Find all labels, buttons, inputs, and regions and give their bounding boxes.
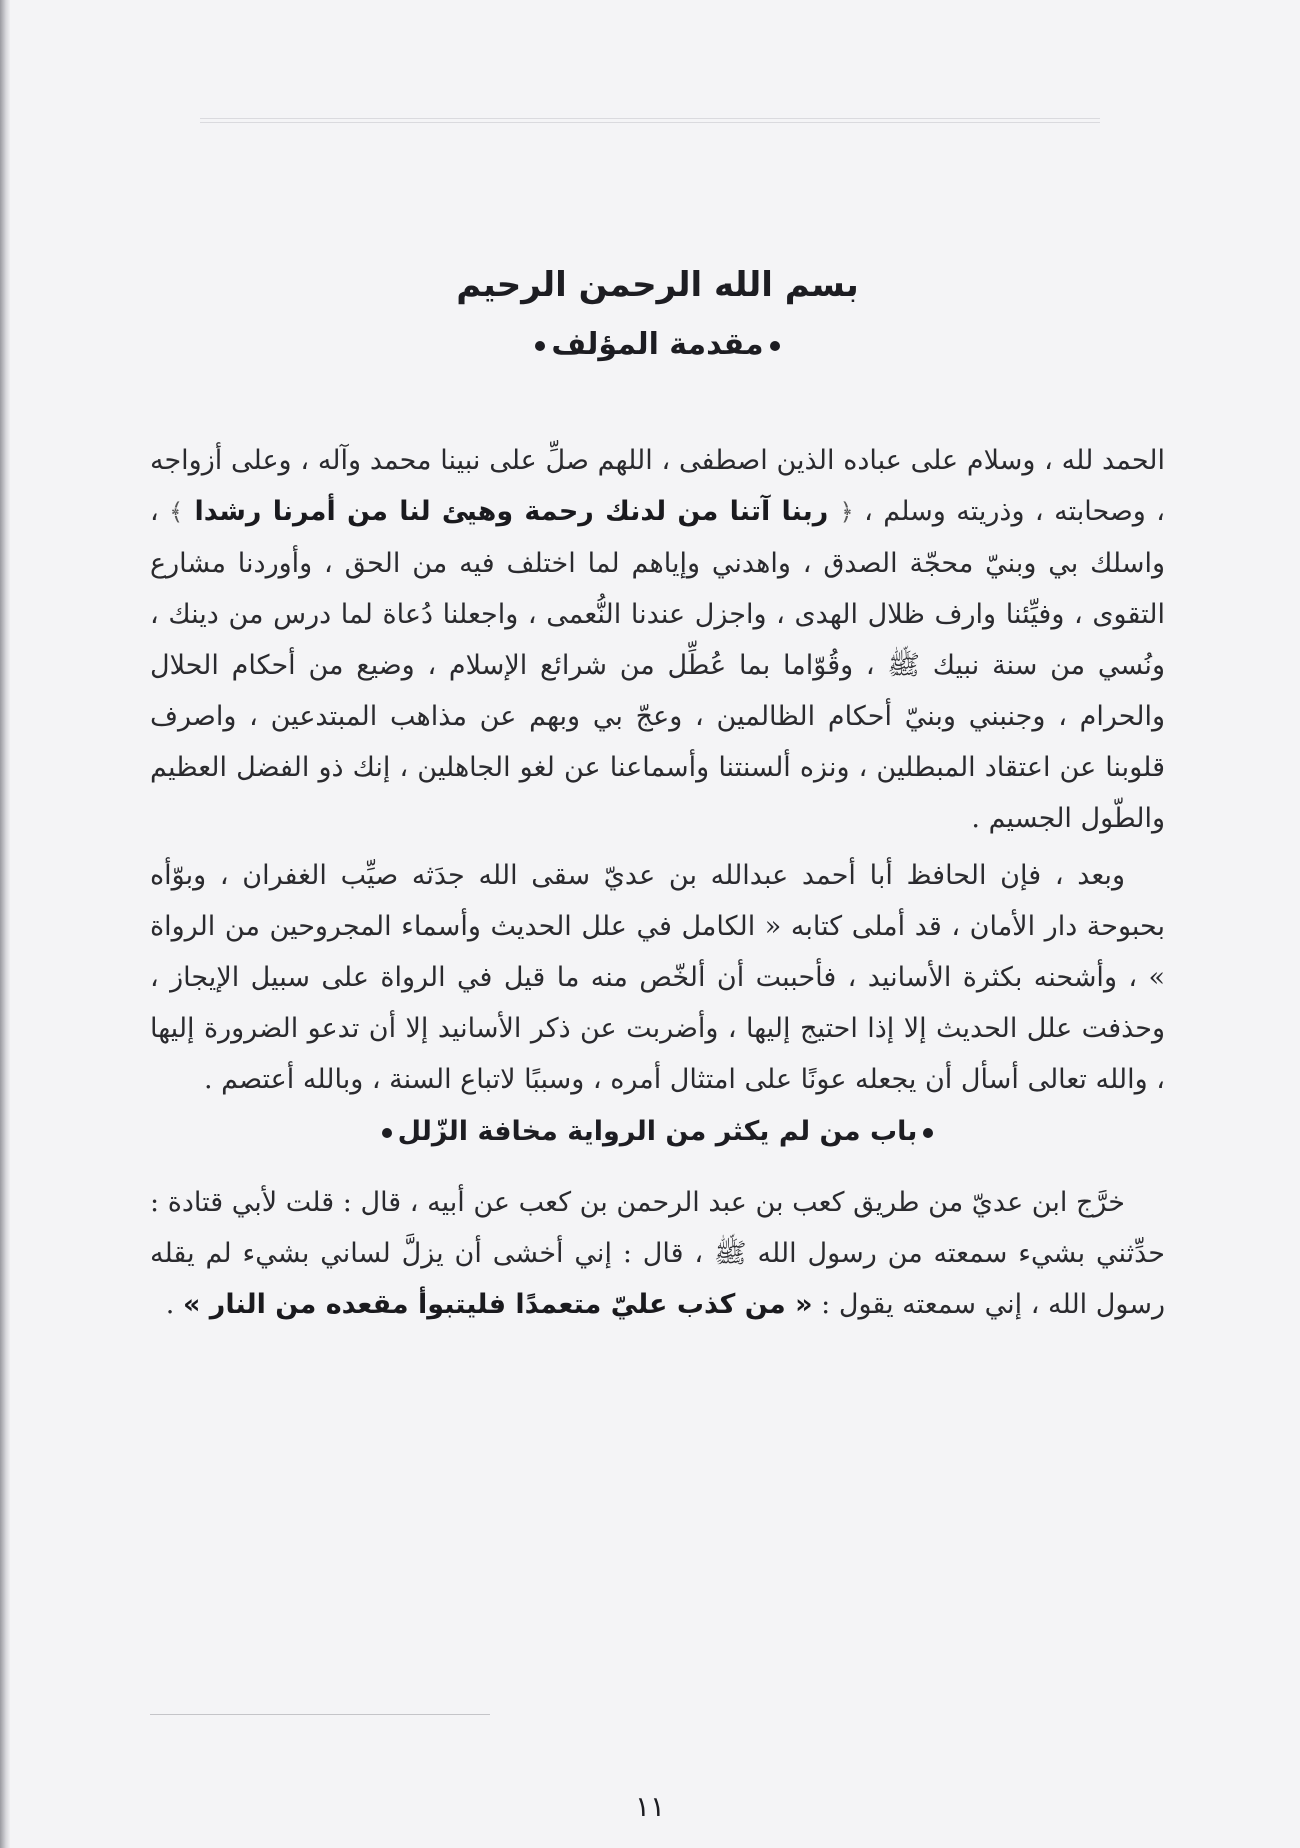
text-run: خرَّج ابن عديّ من طريق كعب بن عبد الرحمن بن كعب عن أبيه ، قال : قلت لأبي قتادة : حدِّثني بشيء سمعته من رسول الله ﷺ ، قال : إني أخشى أن يزلَّ لساني بشيء لم يقله رسول الله ، إني سمعته يقول : [150, 1187, 1165, 1320]
quran-bracket-icon: ﴾ [169, 498, 184, 526]
page-edge-shadow [0, 0, 10, 1848]
basmala: بسم الله الرحمن الرحيم [456, 265, 859, 305]
preface-paragraph-1 [150, 435, 1165, 844]
preface-paragraph-2 [150, 850, 1165, 1105]
chapter-heading [150, 1105, 1165, 1159]
emphasized-quote: « من كذب عليّ متعمدًا فليتبوأ مقعده من النار » [182, 1289, 813, 1320]
text-run: . [165, 1289, 183, 1320]
text-run: ، واسلك بي وبنيّ محجّة الصدق ، واهدني وإياهم لما اختلف فيه من الحق ، وأوردنا مشارع التقوى ، وفيِّئنا وارف ظلال الهدى ، واجزل عندنا النُّعمى ، واجعلنا دُعاة لما درس من دينك ، ونُسي من سنة نبيك ﷺ ، وقُوّاما بما عُطِّل من شرائع الإسلام ، وضيع من أحكام الحلال والحرام ، وجنبني وبنيّ أحكام الظالمين ، وعجّ بي وبهم عن مذاهب المبتدعين ، واصرف قلوبنا عن اعتقاد المبطلين ، ونزه ألسنتنا وأسماعنا عن لغو الجاهلين ، إنك ذو الفضل العظيم والطّول الجسيم . [150, 496, 1165, 834]
bullet-dot-icon [770, 341, 780, 351]
running-header-rule [200, 118, 1100, 123]
emphasized-quote: ربنا آتنا من لدنك رحمة وهيئ لنا من أمرنا رشدا [183, 496, 840, 527]
preface-heading-text: مقدمة المؤلف [551, 327, 764, 362]
page-number: ١١ [634, 1790, 666, 1823]
bullet-dot-icon [923, 1128, 933, 1138]
book-page [150, 255, 1165, 1330]
bullet-dot-icon [382, 1128, 392, 1138]
bullet-dot-icon [535, 341, 545, 351]
chapter-paragraph-1 [150, 1177, 1165, 1330]
text-run: الحمد لله ، وسلام على عباده الذين اصطفى ، اللهم صلِّ على نبينا محمد وآله ، وعلى أزواجه ، وصحابته ، وذريته وسلم ، [150, 445, 1166, 527]
footnote-separator [150, 1714, 490, 1715]
chapter-heading-text: باب من لم يكثر من الرواية مخافة الزّلل [397, 1116, 918, 1147]
preface-heading [150, 315, 1165, 375]
quran-bracket-icon: ﴿ [839, 498, 854, 526]
text-run: وبعد ، فإن الحافظ أبا أحمد عبدالله بن عديّ سقى الله جدَثه صيِّب الغفران ، وبوّأه بحبوحة دار الأمان ، قد أملى كتابه « الكامل في علل الحديث وأسماء المجروحين من الرواة » ، وأشحنه بكثرة الأسانيد ، فأحببت أن ألخّص منه ما قيل في الرواة على سبيل الإيجاز ، وحذفت علل الحديث إلا إذا احتيج إليها ، وأضربت عن ذكر الأسانيد إلا أن تدعو الضرورة إليها ، والله تعالى أسأل أن يجعله عونًا على امتثال أمره ، وسببًا لاتباع السنة ، وبالله أعتصم . [150, 860, 1165, 1095]
